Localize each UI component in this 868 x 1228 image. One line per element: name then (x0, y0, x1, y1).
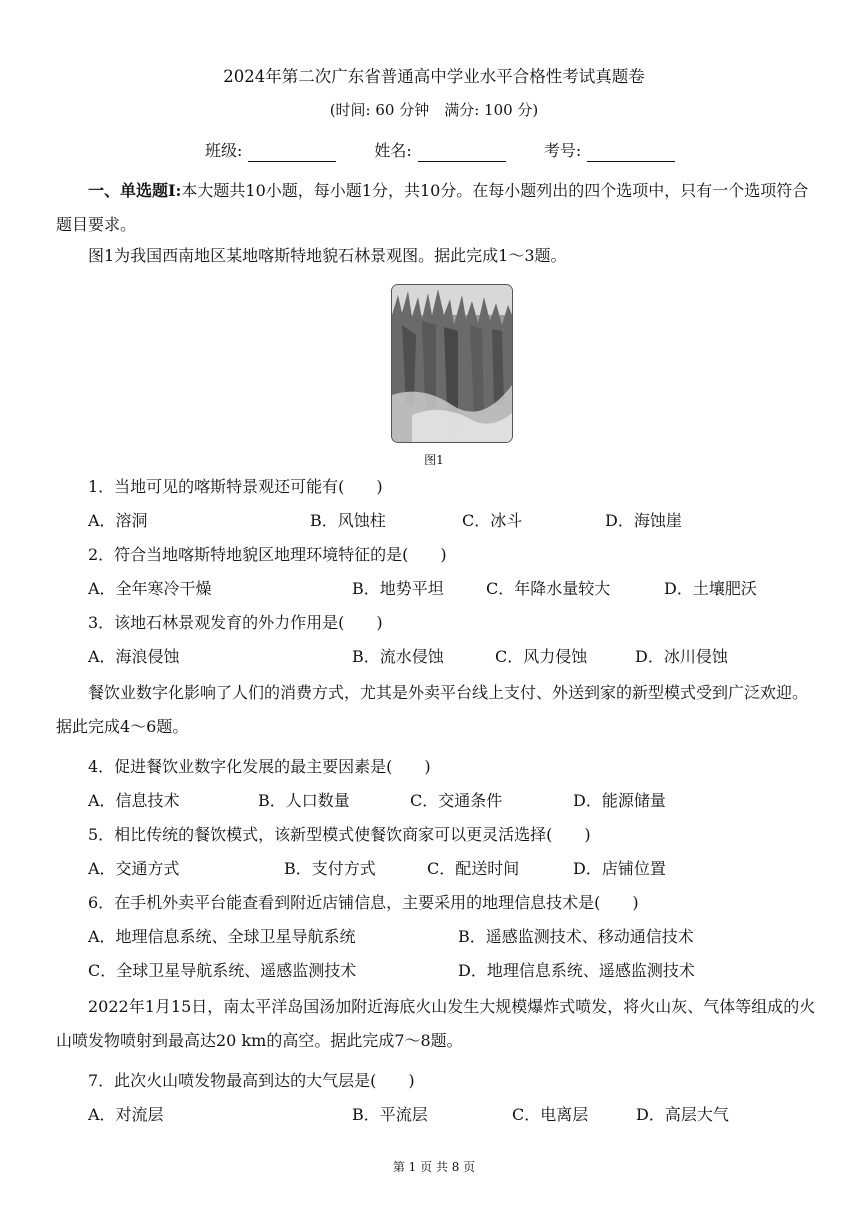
intro-q1-3: 图1为我国西南地区某地喀斯特地貌石林景观图。据此完成1～3题。 (88, 246, 567, 265)
q4-option-d: D．能源储量 (573, 791, 666, 810)
exam-subtitle: (时间: 60 分钟 满分: 100 分) (329, 101, 539, 119)
exam-number-blank (587, 145, 675, 162)
q6-option-b: B．遥感监测技术、移动通信技术 (458, 927, 694, 946)
q5-option-b: B．支付方式 (284, 859, 376, 878)
q2-option-a: A．全年寒冷干燥 (88, 579, 212, 598)
class-field (205, 140, 336, 162)
question-4-stem: 4．促进餐饮业数字化发展的最主要因素是( ) (88, 757, 431, 776)
q2-option-d: D．土壤肥沃 (664, 579, 757, 598)
student-info-row (205, 140, 675, 162)
question-7-stem: 7．此次火山喷发物最高到达的大气层是( ) (88, 1071, 415, 1090)
q7-option-b: B．平流层 (352, 1105, 428, 1124)
class-blank (248, 145, 336, 162)
q4-option-b: B．人口数量 (258, 791, 350, 810)
q4-option-c: C．交通条件 (410, 791, 503, 810)
q7-option-d: D．高层大气 (636, 1105, 729, 1124)
exam-number-label: 考号: (543, 141, 582, 160)
q6-option-d: D．地理信息系统、遥感监测技术 (458, 961, 695, 980)
q1-option-d: D．海蚀崖 (605, 511, 682, 530)
page-footer: 第 1 页 共 8 页 (392, 1160, 476, 1174)
q7-option-a: A．对流层 (88, 1105, 164, 1124)
intro-q7-8: 2022年1月15日，南太平洋岛国汤加附近海底火山发生大规模爆炸式喷发，将火山灰、气体等组成的火山喷发物喷射到最高达20 km的高空。据此完成7～8题。 (56, 997, 816, 1050)
q3-option-b: B．流水侵蚀 (352, 647, 444, 666)
stone-forest-illustration (392, 285, 512, 442)
section1-heading: 一、单选题Ⅰ: (88, 181, 182, 200)
q5-option-a: A．交通方式 (88, 859, 180, 878)
q5-option-c: C．配送时间 (427, 859, 520, 878)
name-field (374, 140, 505, 162)
q7-option-c: C．电离层 (512, 1105, 589, 1124)
question-3-stem: 3．该地石林景观发育的外力作用是( ) (88, 613, 383, 632)
q3-option-c: C．风力侵蚀 (495, 647, 588, 666)
exam-title: 2024年第二次广东省普通高中学业水平合格性考试真题卷 (223, 67, 645, 86)
exam-number-field (544, 140, 675, 162)
figure1-caption: 图1 (424, 453, 444, 467)
q1-option-c: C．冰斗 (462, 511, 523, 530)
q4-option-a: A．信息技术 (88, 791, 180, 810)
question-5-stem: 5．相比传统的餐饮模式，该新型模式使餐饮商家可以更灵活选择( ) (88, 825, 591, 844)
q6-option-a: A．地理信息系统、全球卫星导航系统 (88, 927, 356, 946)
class-label: 班级: (205, 141, 243, 160)
question-2-stem: 2．符合当地喀斯特地貌区地理环境特征的是( ) (88, 545, 447, 564)
q1-option-b: B．风蚀柱 (310, 511, 386, 530)
name-blank (418, 145, 506, 162)
q2-option-c: C．年降水量较大 (486, 579, 611, 598)
section1-instructions (34, 174, 816, 242)
question-1-stem: 1．当地可见的喀斯特景观还可能有( ) (88, 477, 383, 496)
q3-option-a: A．海浪侵蚀 (88, 647, 180, 666)
q6-option-c: C．全球卫星导航系统、遥感监测技术 (88, 961, 357, 980)
q5-option-d: D．店铺位置 (573, 859, 666, 878)
q2-option-b: B．地势平坦 (352, 579, 444, 598)
q1-option-a: A．溶洞 (88, 511, 148, 530)
name-label: 姓名: (374, 141, 412, 160)
stone-forest-photo (391, 284, 513, 443)
question-6-stem: 6．在手机外卖平台能查看到附近店铺信息，主要采用的地理信息技术是( ) (88, 893, 639, 912)
q3-option-d: D．冰川侵蚀 (635, 647, 728, 666)
section1-text: 本大题共10小题，每小题1分，共10分。在每小题列出的四个选项中，只有一个选项符合题目要求。 (56, 181, 809, 234)
intro-q4-6: 餐饮业数字化影响了人们的消费方式，尤其是外卖平台线上支付、外送到家的新型模式受到广泛欢迎。据此完成4～6题。 (56, 683, 809, 736)
